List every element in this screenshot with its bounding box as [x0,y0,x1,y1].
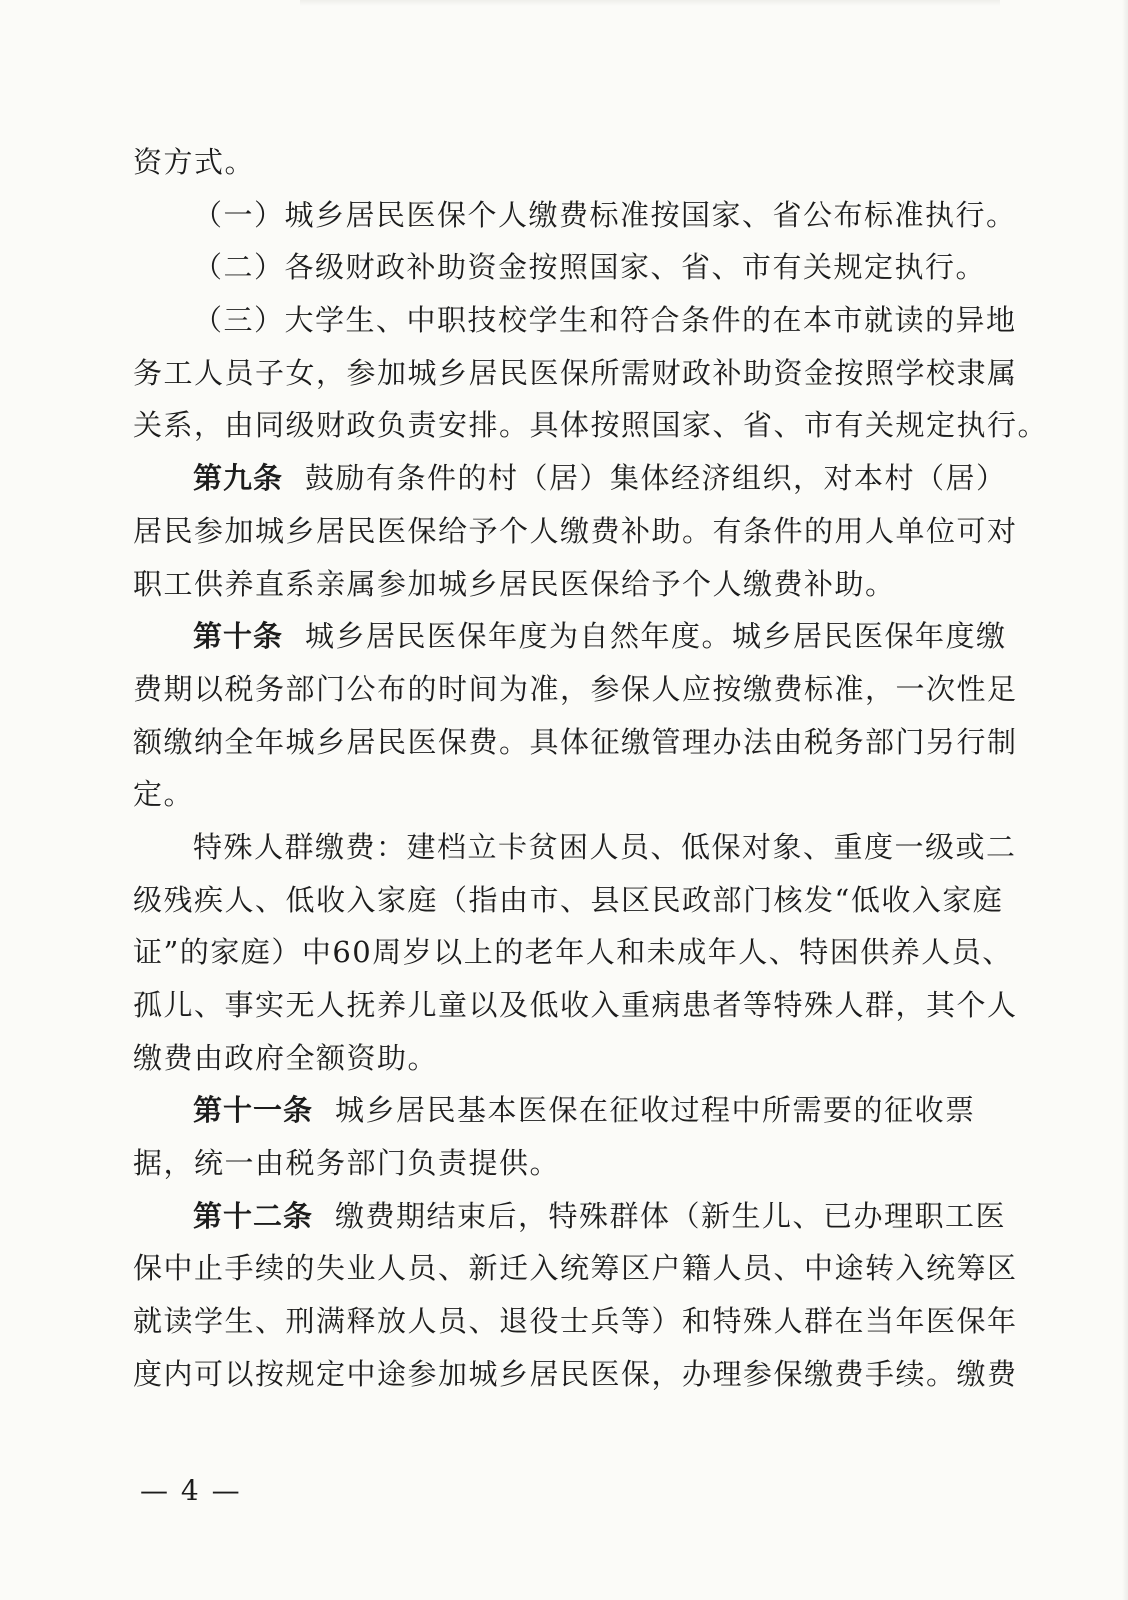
text-line: （二）各级财政补助资金按照国家、省、市有关规定执行。 [193,250,987,285]
text-line: 级残疾人、低收入家庭（指由市、县区民政部门核发“低收入家庭 [133,882,1004,917]
article-heading: 第十二条 [193,1198,314,1233]
text-line: 特殊人群缴费：建档立卡贫困人员、低保对象、重度一级或二 [193,829,1017,864]
text-line: 保中止手续的失业人员、新迁入统筹区户籍人员、中途转入统筹区 [133,1251,1018,1286]
page-number: — 4 — [140,1474,242,1507]
scan-shadow [300,0,1000,6]
text-line: 孤儿、事实无人抚养儿童以及低收入重病患者等特殊人群，其个人 [133,988,1018,1022]
article-heading: 第十条 [193,619,284,654]
text-line: 居民参加城乡居民医保给予个人缴费补助。有条件的用人单位可对 [133,513,1018,548]
text-span: 城乡居民医保年度为自然年度。城乡居民医保年度缴 [305,619,1007,654]
text-line: 资方式。 [133,145,256,179]
text-line: 务工人员子女，参加城乡居民医保所需财政补助资金按照学校隶属 [133,355,1018,390]
text-line: 据，统一由税务部门负责提供。 [133,1146,561,1181]
text-span: 缴费期结束后，特殊群体（新生儿、已办理职工医 [335,1198,1007,1233]
text-line: （一）城乡居民医保个人缴费标准按国家、省公布标准执行。 [193,197,1017,232]
text-line: 费期以税务部门公布的时间为准，参保人应按缴费标准，一次性足 [133,671,1018,706]
text-line: 关系，由同级财政负责安排。具体按照国家、省、市有关规定执行。 [133,408,1049,443]
article-11-line [133,1084,993,1137]
text-line: 证”的家庭）中60周岁以上的老年人和未成年人、特困供养人员、 [133,935,1013,970]
document-body [133,136,1049,1401]
text-span: 城乡居民基本医保在征收过程中所需要的征收票 [335,1093,976,1128]
text-line: 职工供养直系亲属参加城乡居民医保给予个人缴费补助。 [133,566,896,601]
scan-edge [1122,0,1128,1600]
text-line: 定。 [133,777,195,812]
text-line: 额缴纳全年城乡居民医保费。具体征缴管理办法由税务部门另行制 [133,724,1018,759]
text-span: 鼓励有条件的村（居）集体经济组织，对本村（居） [305,461,1007,496]
text-line: 就读学生、刑满释放人员、退役士兵等）和特殊人群在当年医保年 [133,1304,1018,1339]
article-10-line [133,610,1007,663]
article-heading: 第十一条 [193,1093,314,1128]
text-line: （三）大学生、中职技校学生和符合条件的在本市就读的异地 [193,303,1017,338]
text-line: 缴费由政府全额资助。 [133,1040,439,1075]
article-12-line [133,1190,1007,1243]
article-heading: 第九条 [193,461,284,496]
text-line: 度内可以按规定中途参加城乡居民医保，办理参保缴费手续。缴费 [133,1356,1018,1391]
article-9-line [133,452,1007,505]
